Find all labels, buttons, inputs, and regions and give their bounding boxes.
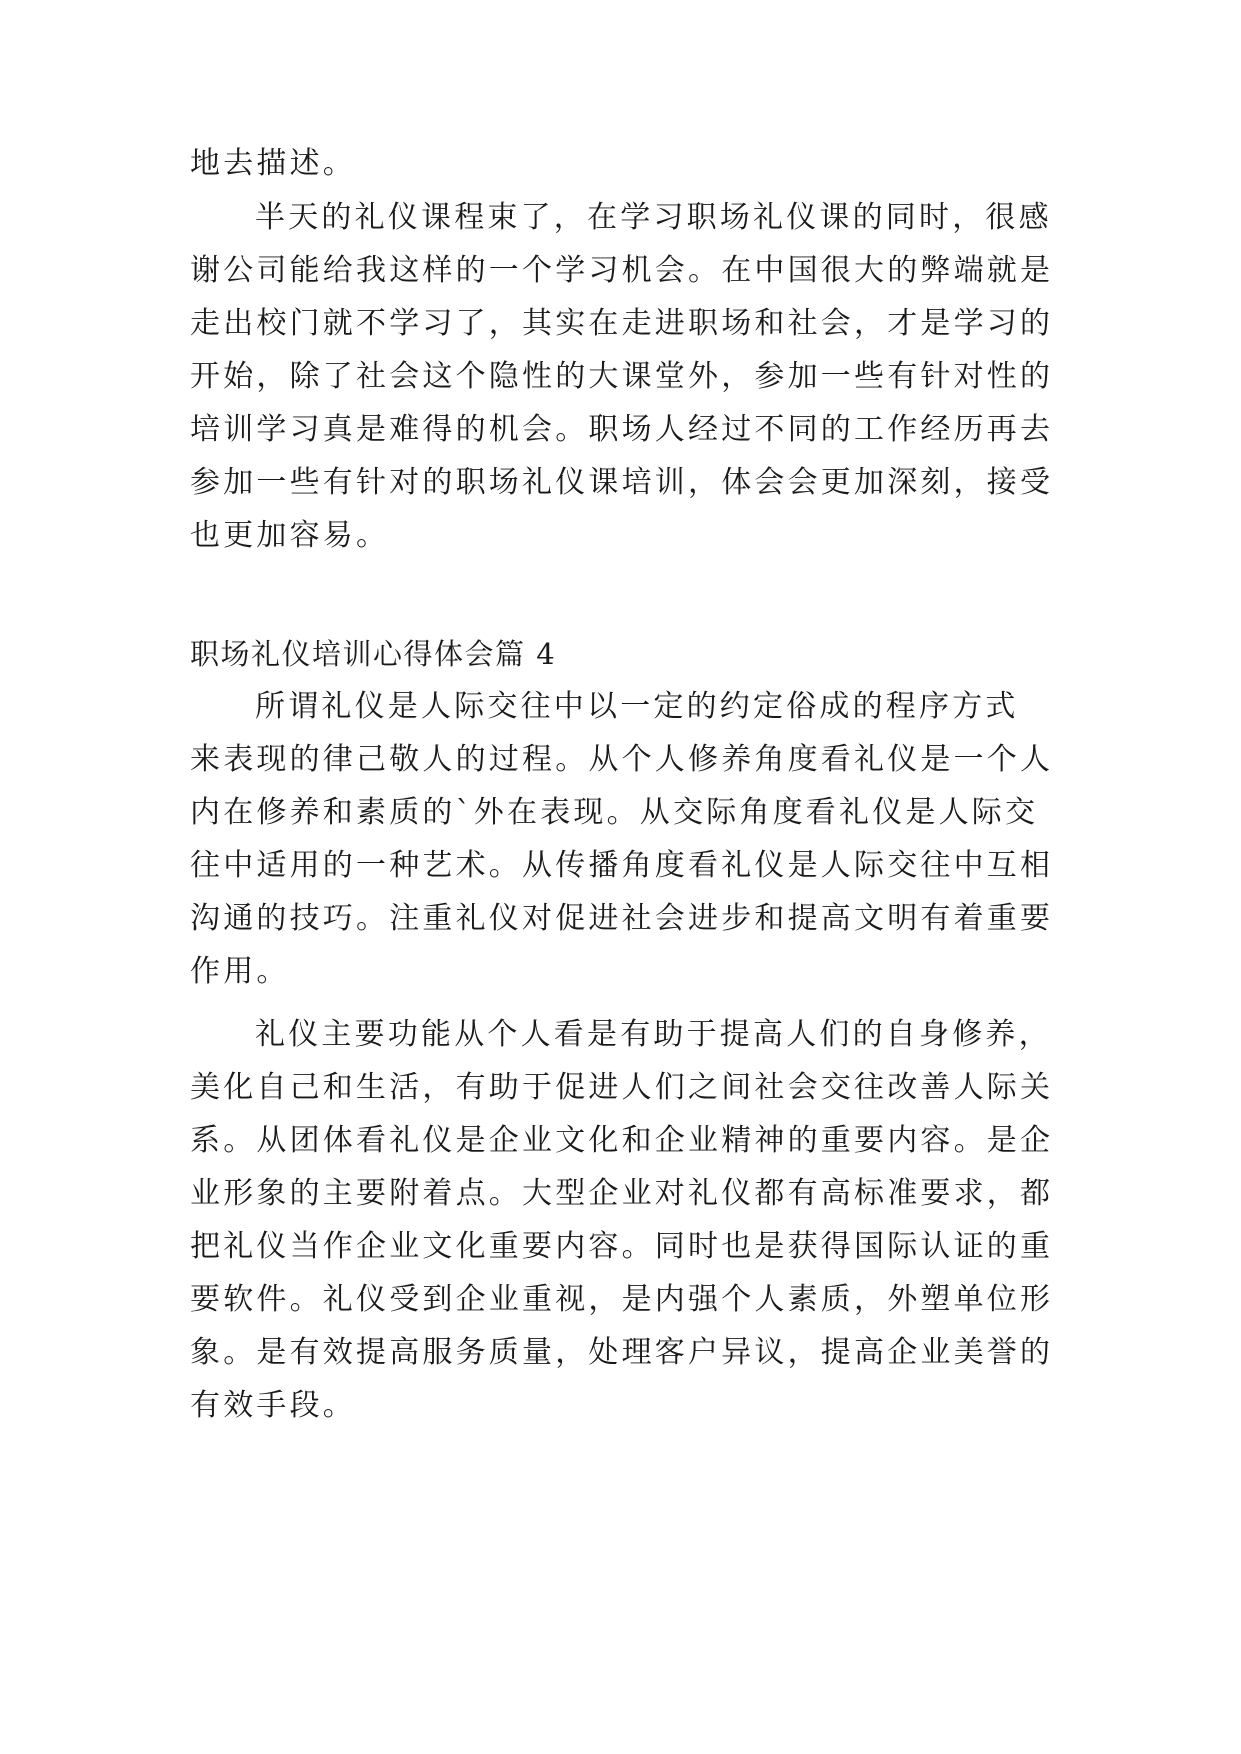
paragraph-line: 开始，除了社会这个隐性的大课堂外，参加一些有针对性的 bbox=[190, 359, 1054, 394]
paragraph-line: 把礼仪当作企业文化重要内容。同时也是获得国际认证的重 bbox=[190, 1229, 1054, 1264]
paragraph-line: 地去描述。 bbox=[190, 146, 356, 181]
paragraph-line: 走出校门就不学习了，其实在走进职场和社会，才是学习的 bbox=[190, 306, 1054, 341]
section-heading: 职场礼仪培训心得体会篇 4 bbox=[190, 637, 557, 671]
paragraph-line: 要软件。礼仪受到企业重视，是内强个人素质，外塑单位形 bbox=[190, 1282, 1054, 1317]
paragraph-line: 所谓礼仪是人际交往中以一定的约定俗成的程序方式 bbox=[255, 689, 1019, 724]
paragraph-line: 也更加容易。 bbox=[190, 518, 390, 553]
paragraph-line: 培训学习真是难得的机会。职场人经过不同的工作经历再去 bbox=[190, 412, 1054, 447]
paragraph-line: 来表现的律己敬人的过程。从个人修养角度看礼仪是一个人 bbox=[190, 742, 1054, 777]
paragraph-line: 谢公司能给我这样的一个学习机会。在中国很大的弊端就是 bbox=[190, 253, 1054, 288]
paragraph-line: 往中适用的一种艺术。从传播角度看礼仪是人际交往中互相 bbox=[190, 848, 1054, 883]
paragraph-line: 美化自己和生活，有助于促进人们之间社会交往改善人际关 bbox=[190, 1070, 1054, 1105]
paragraph-line: 作用。 bbox=[190, 954, 290, 989]
paragraph-line: 参加一些有针对的职场礼仪课培训，体会会更加深刻，接受 bbox=[190, 465, 1054, 500]
paragraph-line: 半天的礼仪课程束了，在学习职场礼仪课的同时，很感 bbox=[255, 200, 1052, 235]
paragraph-line: 象。是有效提高服务质量，处理客户异议，提高企业美誉的 bbox=[190, 1335, 1054, 1370]
paragraph-line: 业形象的主要附着点。大型企业对礼仪都有高标准要求，都 bbox=[190, 1176, 1054, 1211]
paragraph-line: 沟通的技巧。注重礼仪对促进社会进步和提高文明有着重要 bbox=[190, 901, 1054, 936]
paragraph-line: 礼仪主要功能从个人看是有助于提高人们的自身修养， bbox=[255, 1017, 1052, 1052]
paragraph-line: 内在修养和素质的`外在表现。从交际角度看礼仪是人际交 bbox=[190, 795, 1039, 830]
paragraph-line: 系。从团体看礼仪是企业文化和企业精神的重要内容。是企 bbox=[190, 1123, 1054, 1158]
paragraph-line: 有效手段。 bbox=[190, 1388, 356, 1423]
